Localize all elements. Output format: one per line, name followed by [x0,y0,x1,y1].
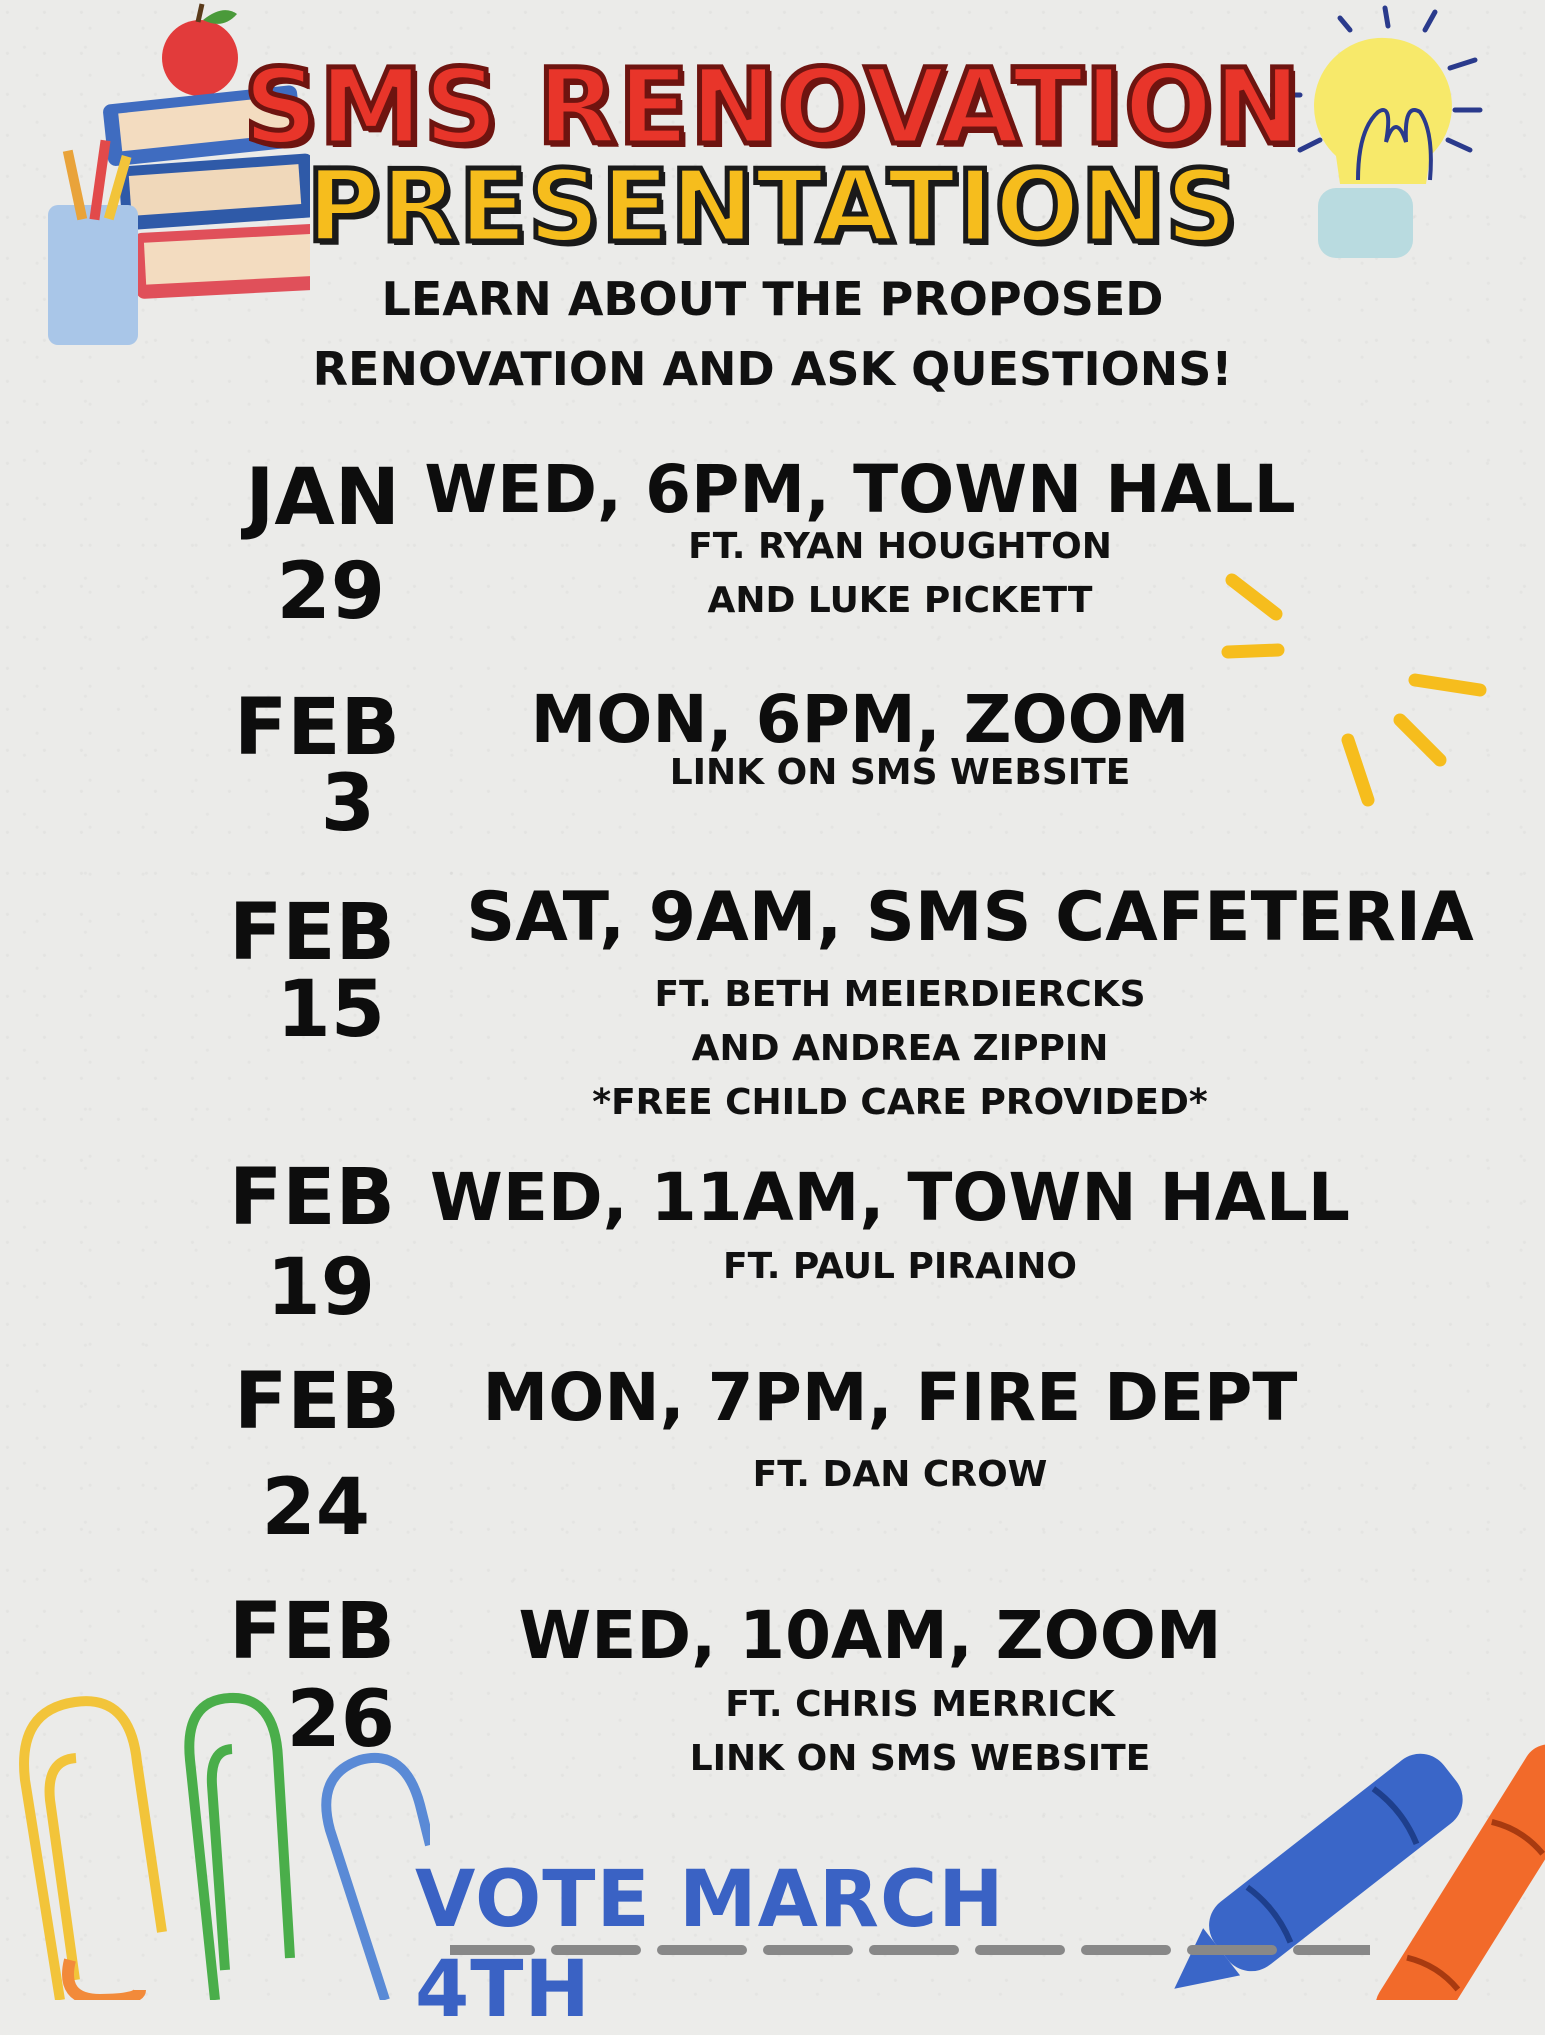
event-day: 15 [276,965,385,1055]
event-detail: AND LUKE PICKETT [707,580,1093,621]
vote-date-banner: VOTE MARCH 4TH [415,1855,1005,2035]
event-detail: FT. CHRIS MERRICK [725,1684,1115,1725]
event-month: FEB [228,888,395,978]
event-detail: AND ANDREA ZIPPIN [691,1028,1109,1069]
event-day: 24 [261,1463,370,1553]
event-detail: FT. PAUL PIRAINO [723,1246,1077,1287]
dashed-underline [450,1940,1370,1960]
event-detail: *FREE CHILD CARE PROVIDED* [592,1082,1208,1123]
event-title: SAT, 9AM, SMS CAFETERIA [466,878,1474,957]
event-detail: LINK ON SMS WEBSITE [669,752,1131,793]
event-title: MON, 6PM, ZOOM [530,681,1190,758]
event-detail: FT. RYAN HOUGHTON [688,526,1112,567]
event-day: 26 [286,1675,395,1765]
event-title: MON, 7PM, FIRE DEPT [482,1359,1298,1436]
event-month: FEB [228,1587,395,1677]
event-detail: FT. BETH MEIERDIERCKS [654,974,1146,1015]
event-month: FEB [228,1153,395,1243]
subtitle-line-1: LEARN ABOUT THE PROPOSED [381,272,1164,326]
subtitle-line-2: RENOVATION AND ASK QUESTIONS! [312,342,1233,396]
event-day: 19 [266,1243,375,1333]
title-line-1: SMS RENOVATION [243,46,1302,168]
paperclip-icon [24,1701,162,2000]
event-day: 3 [320,759,375,849]
event-detail: LINK ON SMS WEBSITE [689,1738,1151,1779]
title-line-2: PRESENTATIONS [306,148,1239,265]
event-month: FEB [233,1357,400,1447]
event-title: WED, 6PM, TOWN HALL [424,451,1296,528]
event-month: JAN [245,453,400,543]
event-day: 29 [276,547,385,637]
event-month: FEB [233,683,400,773]
event-detail: FT. DAN CROW [752,1454,1048,1495]
event-title: WED, 10AM, ZOOM [518,1597,1222,1674]
event-title: WED, 11AM, TOWN HALL [430,1159,1350,1236]
